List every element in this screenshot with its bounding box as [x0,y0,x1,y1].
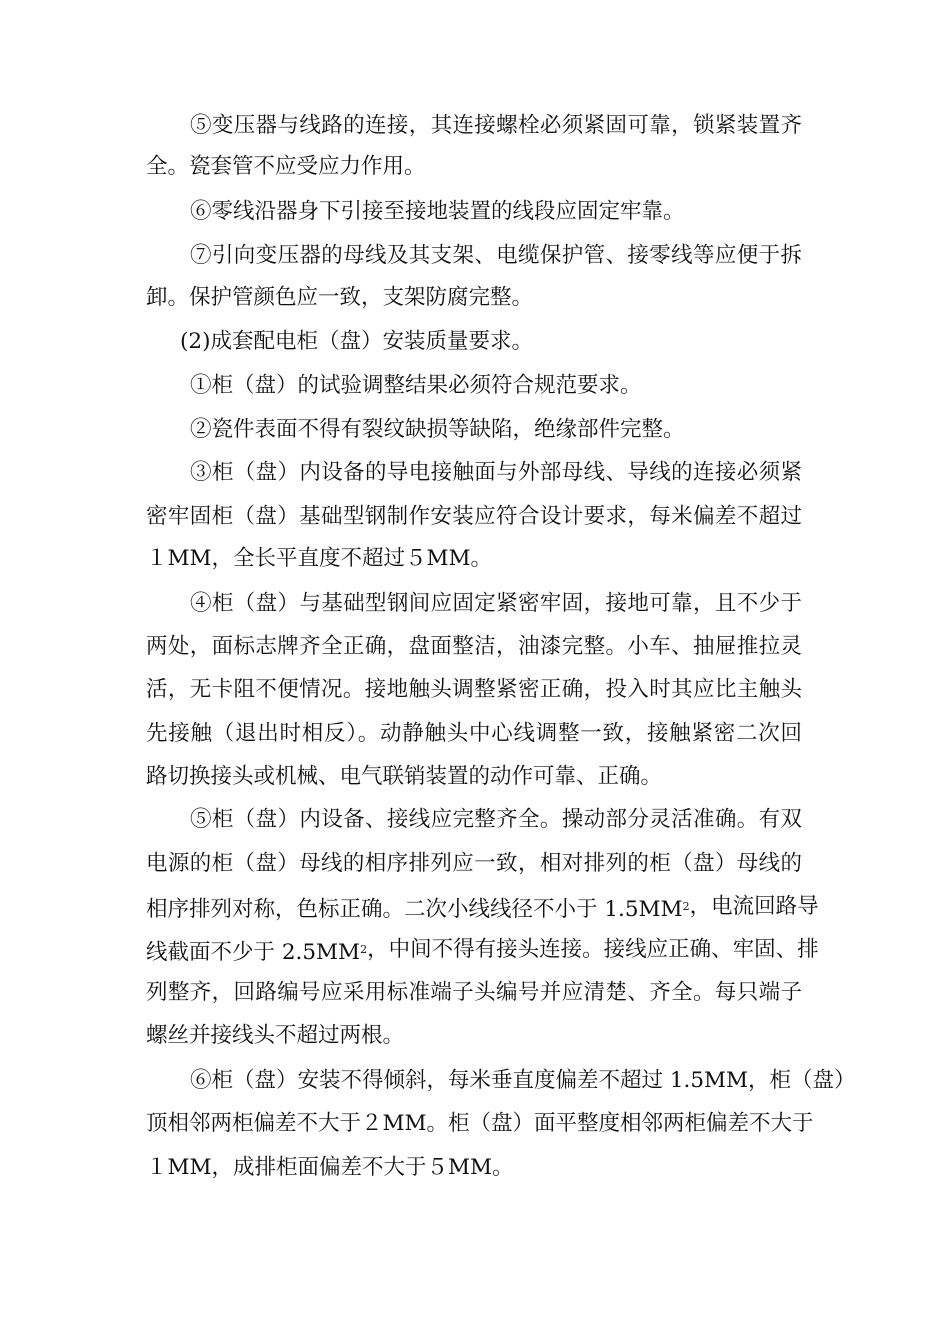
paragraph-line: 列整齐，回路编号应采用标准端子头编号并应清楚、齐全。每只端子 [146,980,802,1005]
paragraph-line: 顶相邻两柜偏差不大于２MM。柜（盘）面平整度相邻两柜偏差不大于 [146,1111,814,1136]
paragraph-line: 路切换接头或机械、电气联销装置的动作可靠、正确。 [146,764,663,789]
paragraph-line: ⑦引向变压器的母线及其支架、电缆保护管、接零线等应便于拆 [190,243,802,268]
superscript: 2 [360,943,368,956]
line-text: ，电流回路导 [689,894,819,919]
line-text: ，中间不得有接头连接。接线应正确、牢固、排 [367,937,819,962]
paragraph-line: １MM，成排柜面偏差不大于５MM。 [146,1155,514,1180]
superscript: 2 [682,900,690,913]
line-text: 线截面不少于 2.5MM [146,940,361,965]
paragraph-line: ①柜（盘）的试验调整结果必须符合规范要求。 [190,373,642,398]
paragraph-line [146,892,819,925]
paragraph-line: ⑥零线沿器身下引接至接地装置的线段应固定牢靠。 [190,199,685,224]
paragraph-line: ②瓷件表面不得有裂纹缺损等缺陷，绝缘部件完整。 [190,417,685,442]
paragraph-line: ⑥柜（盘）安装不得倾斜，每米垂直度偏差不超过 1.5MM，柜（盘） [190,1068,856,1093]
paragraph-line: ④柜（盘）与基础型钢间应固定紧密牢固，接地可靠，且不少于 [190,591,802,616]
paragraph-line: 电源的柜（盘）母线的相序排列应一致，相对排列的柜（盘）母线的 [146,851,802,876]
paragraph-line: ⑤变压器与线路的连接，其连接螺栓必须紧固可靠，锁紧装置齐 [190,113,802,138]
line-text: 相序排列对称，色标正确。二次小线线径不小于 1.5MM [146,897,683,922]
paragraph-line: 密牢固柜（盘）基础型钢制作安装应符合设计要求，每米偏差不超过 [146,504,802,529]
paragraph-line: 卸。保护管颜色应一致，支架防腐完整。 [146,285,534,310]
paragraph-line: 两处，面标志牌齐全正确，盘面整洁，油漆完整。小车、抽屉推拉灵 [146,634,802,659]
paragraph-line: ⑤柜（盘）内设备、接线应完整齐全。操动部分灵活准确。有双 [190,807,802,832]
paragraph-line: １MM，全长平直度不超过５MM。 [146,546,493,571]
section-heading: (2)成套配电柜（盘）安装质量要求。 [180,329,533,354]
paragraph-line: ③柜（盘）内设备的导电接触面与外部母线、导线的连接必须紧 [190,460,802,485]
paragraph-line: 螺丝并接线头不超过两根。 [146,1023,405,1048]
paragraph-line: 全。瓷套管不应受应力作用。 [146,154,426,179]
paragraph-line: 活，无卡阻不便情况。接地触头调整紧密正确，投入时其应比主触头 [146,677,802,702]
paragraph-line [146,935,819,968]
paragraph-line: 先接触（退出时相反）。动静触头中心线调整一致，接触紧密二次回 [146,721,802,746]
